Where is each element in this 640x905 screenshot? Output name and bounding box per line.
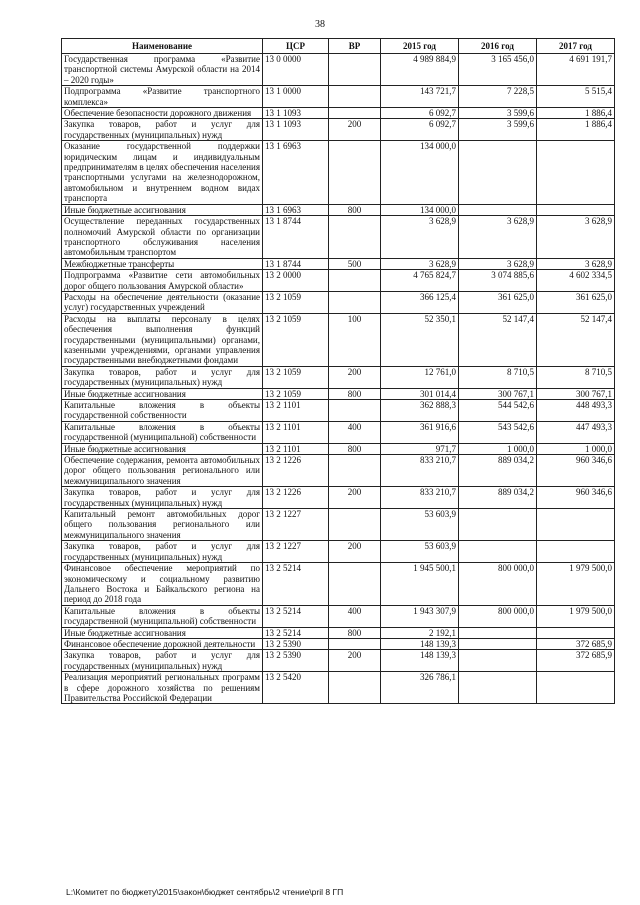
- header-csr: ЦСР: [263, 39, 329, 54]
- cell-y2017: 1 000,0: [537, 443, 615, 454]
- cell-name: Обеспечение содержания, ремонта автомобильных дорог общего пользования регионального или межмуниципального значения: [62, 455, 263, 487]
- cell-y2015: 3 628,9: [381, 216, 459, 259]
- cell-name: Расходы на выплаты персоналу в целях обеспечения выполнения функций государственными (муниципальными) органами, казенными учреждениями, органами управления государственными внебюджетными фондами: [62, 313, 263, 366]
- table-row: [62, 638, 615, 649]
- cell-y2017: 448 493,3: [537, 400, 615, 422]
- table-row: [62, 605, 615, 627]
- cell-name: Иные бюджетные ассигнования: [62, 627, 263, 638]
- cell-y2015: 971,7: [381, 443, 459, 454]
- cell-y2015: 53 603,9: [381, 541, 459, 563]
- cell-y2016: 7 228,5: [459, 86, 537, 108]
- cell-y2017: 4 602 334,5: [537, 270, 615, 292]
- table-row: [62, 291, 615, 313]
- cell-vr: [329, 54, 381, 86]
- cell-y2015: 6 092,7: [381, 119, 459, 141]
- cell-vr: 400: [329, 605, 381, 627]
- cell-vr: [329, 455, 381, 487]
- page-number: 38: [315, 19, 325, 30]
- table-row: [62, 270, 615, 292]
- cell-vr: 400: [329, 421, 381, 443]
- cell-y2016: 3 599,6: [459, 119, 537, 141]
- cell-y2016: 3 628,9: [459, 258, 537, 269]
- cell-vr: 500: [329, 258, 381, 269]
- cell-name: Реализация мероприятий региональных программ в сфере дорожного хозяйства по решениям Правительства Российской Федерации: [62, 672, 263, 704]
- cell-name: Финансовое обеспечение дорожной деятельности: [62, 638, 263, 649]
- cell-csr: 13 2 1059: [263, 291, 329, 313]
- cell-y2017: [537, 141, 615, 204]
- cell-csr: 13 1 1093: [263, 108, 329, 119]
- cell-y2016: [459, 638, 537, 649]
- table-row: [62, 400, 615, 422]
- table-row: [62, 258, 615, 269]
- cell-name: Закупка товаров, работ и услуг для государственных (муниципальных) нужд: [62, 366, 263, 388]
- cell-y2015: 4 989 884,9: [381, 54, 459, 86]
- cell-csr: 13 1 0000: [263, 86, 329, 108]
- cell-name: Расходы на обеспечение деятельности (оказание услуг) государственных учреждений: [62, 291, 263, 313]
- cell-csr: 13 2 1227: [263, 509, 329, 541]
- cell-vr: 800: [329, 443, 381, 454]
- table-row: [62, 421, 615, 443]
- cell-y2016: 800 000,0: [459, 563, 537, 606]
- cell-y2017: [537, 541, 615, 563]
- cell-y2017: [537, 672, 615, 704]
- cell-y2016: 543 542,6: [459, 421, 537, 443]
- table-row: [62, 650, 615, 672]
- cell-y2016: 300 767,1: [459, 388, 537, 399]
- table-row: [62, 216, 615, 259]
- cell-y2015: 52 350,1: [381, 313, 459, 366]
- cell-y2015: 12 761,0: [381, 366, 459, 388]
- table-row: [62, 108, 615, 119]
- cell-csr: 13 2 1101: [263, 400, 329, 422]
- cell-vr: 200: [329, 541, 381, 563]
- cell-csr: 13 0 0000: [263, 54, 329, 86]
- cell-vr: [329, 563, 381, 606]
- cell-csr: 13 2 1227: [263, 541, 329, 563]
- table-row: [62, 204, 615, 215]
- cell-csr: 13 2 5214: [263, 563, 329, 606]
- cell-y2015: 134 000,0: [381, 204, 459, 215]
- cell-name: Иные бюджетные ассигнования: [62, 204, 263, 215]
- cell-csr: 13 2 1101: [263, 443, 329, 454]
- cell-csr: 13 1 8744: [263, 216, 329, 259]
- table-row: [62, 313, 615, 366]
- cell-y2016: [459, 204, 537, 215]
- cell-vr: 800: [329, 388, 381, 399]
- cell-y2015: 6 092,7: [381, 108, 459, 119]
- cell-csr: 13 2 1226: [263, 455, 329, 487]
- cell-y2017: 8 710,5: [537, 366, 615, 388]
- header-vr: ВР: [329, 39, 381, 54]
- cell-y2017: 300 767,1: [537, 388, 615, 399]
- cell-csr: 13 1 6963: [263, 204, 329, 215]
- cell-csr: 13 1 8744: [263, 258, 329, 269]
- cell-y2017: [537, 509, 615, 541]
- cell-vr: [329, 509, 381, 541]
- table-row: [62, 627, 615, 638]
- table-row: [62, 487, 615, 509]
- cell-y2016: 1 000,0: [459, 443, 537, 454]
- cell-name: Оказание государственной поддержки юридическим лицам и индивидуальным предпринимателям в целях обеспечения населения транспортными услугами на железнодорожном, автомобильном и внутреннем водном видах транспорта: [62, 141, 263, 204]
- cell-vr: [329, 672, 381, 704]
- cell-name: Государственная программа «Развитие транспортной системы Амурской области на 2014 – 2020 годы»: [62, 54, 263, 86]
- cell-y2015: 833 210,7: [381, 455, 459, 487]
- cell-vr: 200: [329, 366, 381, 388]
- cell-vr: 200: [329, 650, 381, 672]
- cell-name: Финансовое обеспечение мероприятий по экономическому и социальному развитию Дальнего Востока и Байкальского региона на период до 2018 года: [62, 563, 263, 606]
- cell-name: Закупка товаров, работ и услуг для государственных (муниципальных) нужд: [62, 650, 263, 672]
- cell-y2017: 4 691 191,7: [537, 54, 615, 86]
- cell-vr: 800: [329, 627, 381, 638]
- cell-csr: 13 2 1059: [263, 388, 329, 399]
- cell-csr: 13 2 5214: [263, 627, 329, 638]
- cell-y2016: [459, 141, 537, 204]
- table-row: [62, 541, 615, 563]
- cell-y2015: 148 139,3: [381, 638, 459, 649]
- cell-name: Капитальные вложения в объекты государственной собственности: [62, 400, 263, 422]
- cell-csr: 13 2 1101: [263, 421, 329, 443]
- cell-y2015: 301 014,4: [381, 388, 459, 399]
- cell-name: Капитальные вложения в объекты государственной (муниципальной) собственности: [62, 605, 263, 627]
- cell-y2015: 1 945 500,1: [381, 563, 459, 606]
- cell-vr: 800: [329, 204, 381, 215]
- cell-y2017: 372 685,9: [537, 650, 615, 672]
- cell-y2017: 1 979 500,0: [537, 605, 615, 627]
- cell-y2015: 4 765 824,7: [381, 270, 459, 292]
- cell-name: Межбюджетные трансферты: [62, 258, 263, 269]
- cell-y2016: 52 147,4: [459, 313, 537, 366]
- cell-y2017: 361 625,0: [537, 291, 615, 313]
- cell-csr: 13 1 6963: [263, 141, 329, 204]
- cell-y2016: 889 034,2: [459, 455, 537, 487]
- table-row: [62, 54, 615, 86]
- cell-y2015: 833 210,7: [381, 487, 459, 509]
- cell-name: Иные бюджетные ассигнования: [62, 443, 263, 454]
- cell-csr: 13 2 5390: [263, 650, 329, 672]
- cell-y2016: 3 599,6: [459, 108, 537, 119]
- table-row: [62, 509, 615, 541]
- cell-vr: [329, 141, 381, 204]
- cell-vr: [329, 638, 381, 649]
- cell-y2017: [537, 204, 615, 215]
- cell-name: Закупка товаров, работ и услуг для государственных (муниципальных) нужд: [62, 119, 263, 141]
- cell-csr: 13 2 1226: [263, 487, 329, 509]
- cell-y2015: 148 139,3: [381, 650, 459, 672]
- cell-y2015: 2 192,1: [381, 627, 459, 638]
- cell-y2015: 134 000,0: [381, 141, 459, 204]
- cell-csr: 13 2 5420: [263, 672, 329, 704]
- cell-csr: 13 2 0000: [263, 270, 329, 292]
- cell-csr: 13 2 1059: [263, 313, 329, 366]
- cell-y2015: 3 628,9: [381, 258, 459, 269]
- cell-y2016: 544 542,6: [459, 400, 537, 422]
- cell-name: Подпрограмма «Развитие транспортного комплекса»: [62, 86, 263, 108]
- cell-name: Обеспечение безопасности дорожного движения: [62, 108, 263, 119]
- cell-y2017: 1 979 500,0: [537, 563, 615, 606]
- cell-y2016: 800 000,0: [459, 605, 537, 627]
- table-row: [62, 443, 615, 454]
- cell-name: Подпрограмма «Развитие сети автомобильных дорог общего пользования Амурской области»: [62, 270, 263, 292]
- cell-csr: 13 2 1059: [263, 366, 329, 388]
- cell-y2017: 5 515,4: [537, 86, 615, 108]
- cell-y2015: 361 916,6: [381, 421, 459, 443]
- cell-y2017: 3 628,9: [537, 216, 615, 259]
- header-2015: 2015 год: [381, 39, 459, 54]
- cell-y2016: [459, 509, 537, 541]
- table-row: [62, 563, 615, 606]
- cell-name: Закупка товаров, работ и услуг для государственных (муниципальных) нужд: [62, 487, 263, 509]
- cell-vr: 200: [329, 487, 381, 509]
- cell-vr: [329, 400, 381, 422]
- cell-vr: [329, 108, 381, 119]
- cell-y2016: 889 034,2: [459, 487, 537, 509]
- cell-name: Закупка товаров, работ и услуг для государственных (муниципальных) нужд: [62, 541, 263, 563]
- cell-csr: 13 2 5214: [263, 605, 329, 627]
- file-path-footer: L:\Комитет по бюджету\2015\закон\бюджет сентябрь\2 чтение\pril 8 ГП: [66, 887, 344, 897]
- budget-table: [61, 38, 615, 704]
- table-row: [62, 388, 615, 399]
- cell-y2015: 326 786,1: [381, 672, 459, 704]
- cell-vr: [329, 86, 381, 108]
- table-row: [62, 86, 615, 108]
- cell-name: Иные бюджетные ассигнования: [62, 388, 263, 399]
- header-2017: 2017 год: [537, 39, 615, 54]
- table-header-row: [62, 39, 615, 54]
- cell-y2017: 3 628,9: [537, 258, 615, 269]
- cell-y2015: 53 603,9: [381, 509, 459, 541]
- cell-vr: [329, 291, 381, 313]
- cell-vr: 100: [329, 313, 381, 366]
- cell-y2015: 143 721,7: [381, 86, 459, 108]
- cell-y2016: 8 710,5: [459, 366, 537, 388]
- cell-y2016: [459, 627, 537, 638]
- cell-name: Капитальные вложения в объекты государственной (муниципальной) собственности: [62, 421, 263, 443]
- cell-y2017: 1 886,4: [537, 119, 615, 141]
- header-2016: 2016 год: [459, 39, 537, 54]
- cell-vr: [329, 216, 381, 259]
- cell-vr: 200: [329, 119, 381, 141]
- cell-y2016: [459, 650, 537, 672]
- cell-y2017: 372 685,9: [537, 638, 615, 649]
- cell-y2015: 1 943 307,9: [381, 605, 459, 627]
- table-row: [62, 455, 615, 487]
- cell-y2017: 1 886,4: [537, 108, 615, 119]
- cell-y2017: [537, 627, 615, 638]
- table-row: [62, 119, 615, 141]
- cell-y2017: 960 346,6: [537, 487, 615, 509]
- cell-vr: [329, 270, 381, 292]
- cell-y2015: 366 125,4: [381, 291, 459, 313]
- cell-y2015: 362 888,3: [381, 400, 459, 422]
- cell-y2017: 960 346,6: [537, 455, 615, 487]
- header-name: Наименование: [62, 39, 263, 54]
- cell-name: Осуществление переданных государственных полномочий Амурской области по организации транспортного обслуживания населения автомобильным транспортом: [62, 216, 263, 259]
- cell-y2016: [459, 672, 537, 704]
- cell-y2017: 52 147,4: [537, 313, 615, 366]
- table-row: [62, 672, 615, 704]
- cell-y2016: 3 165 456,0: [459, 54, 537, 86]
- table-row: [62, 366, 615, 388]
- cell-y2016: 3 074 885,6: [459, 270, 537, 292]
- cell-y2017: 447 493,3: [537, 421, 615, 443]
- cell-y2016: [459, 541, 537, 563]
- cell-csr: 13 1 1093: [263, 119, 329, 141]
- cell-y2016: 361 625,0: [459, 291, 537, 313]
- table-row: [62, 141, 615, 204]
- cell-csr: 13 2 5390: [263, 638, 329, 649]
- cell-y2016: 3 628,9: [459, 216, 537, 259]
- cell-name: Капитальный ремонт автомобильных дорог общего пользования регионального или межмуниципального значения: [62, 509, 263, 541]
